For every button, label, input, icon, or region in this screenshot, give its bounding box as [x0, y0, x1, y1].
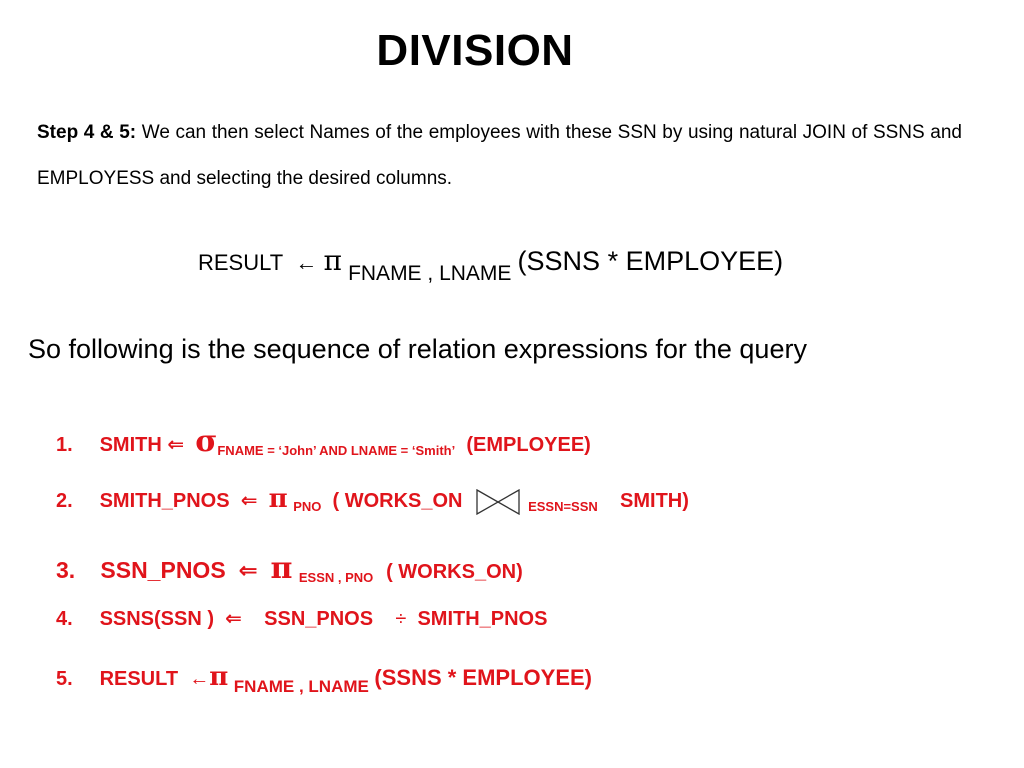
step-operand-2: SMITH_PNOS: [417, 608, 548, 630]
formula-subscript: FNAME , LNAME: [348, 262, 512, 285]
arrow-icon: ←: [295, 250, 318, 275]
slide-title: DIVISION: [376, 26, 574, 75]
formula-lhs: RESULT: [198, 250, 284, 275]
step-label: Step 4 & 5:: [37, 122, 137, 143]
step-operand: (EMPLOYEE): [466, 434, 591, 456]
step-subscript: ESSN , PNO: [298, 570, 374, 585]
projection-symbol: π: [268, 484, 288, 514]
double-arrow-icon: ⇐: [240, 490, 258, 512]
step-subscript: PNO: [293, 499, 322, 514]
double-arrow-icon: ⇐: [238, 557, 258, 583]
step-row-2: [56, 484, 689, 515]
step-number: 4.: [56, 608, 73, 630]
step-text: We can then select Names of the employees with these SSN by using natural JOIN of SSNS and EMPLOYESS and selecting the desired columns.: [37, 122, 962, 189]
double-arrow-icon: ⇐: [225, 608, 242, 630]
selection-symbol: σ: [195, 424, 218, 459]
division-icon: ÷: [395, 608, 407, 630]
projection-symbol: π: [270, 551, 293, 586]
step-number: 3.: [56, 557, 76, 583]
step-operand: (SSNS * EMPLOYEE): [374, 665, 592, 690]
join-subscript: ESSN=SSN: [528, 499, 598, 514]
step-relation: RESULT: [99, 668, 179, 690]
step-subscript: FNAME , LNAME: [233, 677, 369, 696]
step-relation: SSNS(SSN ): [99, 608, 215, 630]
step-number: 5.: [56, 668, 73, 690]
step-operand: ( WORKS_ON): [386, 561, 523, 583]
step-operand: SSN_PNOS: [264, 608, 374, 630]
projection-symbol: π: [323, 244, 342, 277]
step-row-5: [56, 662, 592, 696]
arrow-icon: ←: [189, 668, 210, 690]
step-operand-2: SMITH): [620, 490, 689, 512]
step-subscript: FNAME = ‘John’ AND LNAME = ‘Smith’: [217, 443, 456, 458]
step-relation: SSN_PNOS: [100, 557, 226, 583]
step-row-3: [56, 551, 523, 586]
projection-symbol: π: [209, 662, 229, 692]
step-paragraph: [37, 110, 962, 202]
step-relation: SMITH: [99, 434, 162, 456]
formula-rhs: (SSNS * EMPLOYEE): [517, 246, 784, 276]
result-formula: [198, 244, 784, 285]
double-arrow-icon: ⇐: [167, 434, 185, 456]
lead-text: So following is the sequence of relation expressions for the query: [28, 334, 807, 364]
step-relation: SMITH_PNOS: [99, 490, 230, 512]
step-number: 2.: [56, 490, 73, 512]
step-row-4: [56, 606, 547, 631]
step-operand: ( WORKS_ON: [332, 490, 463, 512]
step-number: 1.: [56, 434, 73, 456]
step-row-1: [56, 424, 591, 459]
natural-join-icon: [476, 489, 520, 515]
